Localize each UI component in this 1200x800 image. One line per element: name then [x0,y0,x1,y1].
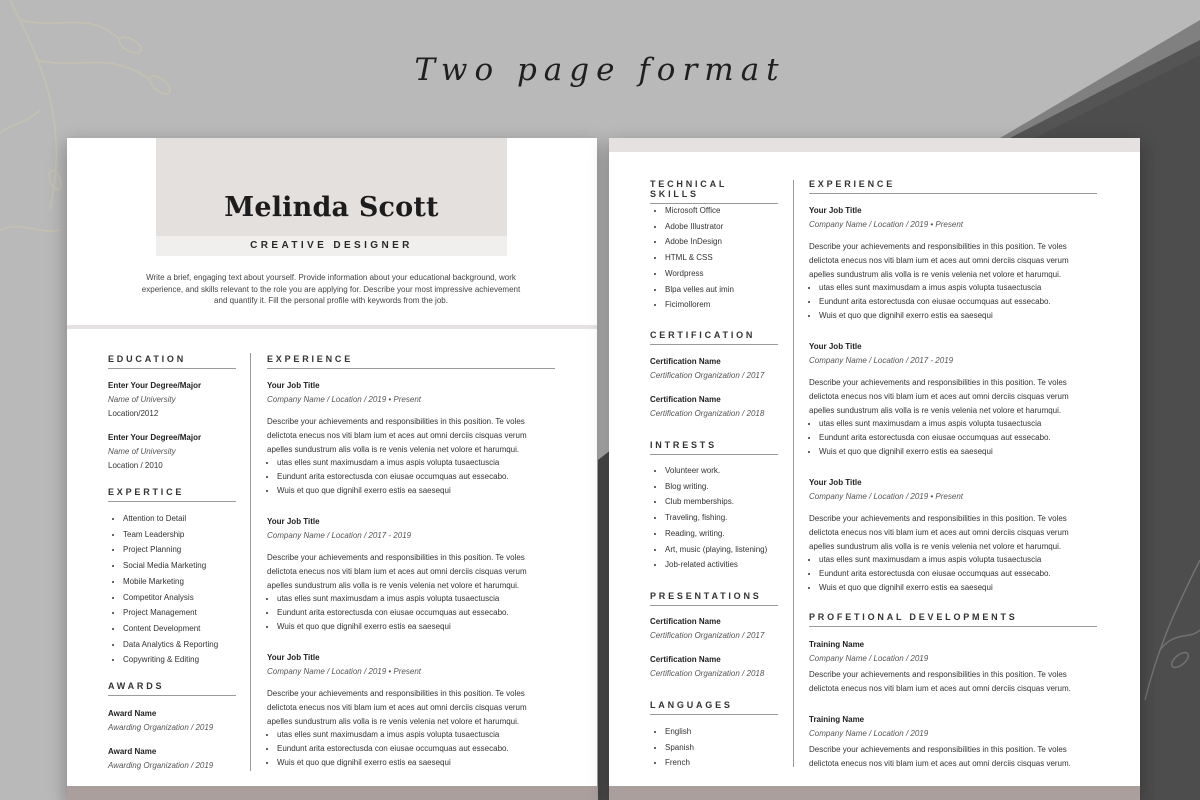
training-entry [809,638,1071,696]
desc-line: delictota enecus nos viti blam ium et aces aut omni derciis cisquas verum [267,566,527,576]
presentation-entry [650,653,764,681]
job-description [267,551,527,592]
bullet: • utas elles sunt maximusdam a imus aspis volupta tusaectuscia [819,553,1069,567]
award-entry [108,745,213,773]
list-item: • HTML & CSS [665,250,734,266]
job-entry [809,340,1069,459]
bullet: • Eundunt arita estorectusda con eiusae occumquas aut essecabo. [277,606,527,620]
desc-line: apelles sundustrum alis volla is re venis velenia net volore et harumqui. [267,444,520,454]
job-meta: Company Name / Location / 2019 • Present [267,394,421,404]
job-title: Your Job Title [809,342,862,351]
desc-line: delictota enecus nos viti blam ium et aces aut omni derciis cisquas verum. [809,758,1071,768]
bullet: • Eundunt arita estorectusda con eiusae occumquas aut essecabo. [277,742,527,756]
column-divider [793,180,794,767]
list-item: • Blog writing. [665,479,767,495]
training-description [809,668,1071,696]
list-item: • English [665,724,694,740]
experience-heading: EXPERIENCE [809,179,1097,194]
languages-heading: LANGUAGES [650,700,778,715]
certification-entry [650,355,764,383]
job-description [809,376,1069,417]
awards-heading: AWARDS [108,681,236,696]
award-name: Award Name [108,709,157,718]
job-description [809,240,1069,281]
degree: Enter Your Degree/Major [108,381,202,390]
job-meta: Company Name / Location / 2019 • Present [809,491,963,501]
job-bullets [809,553,1069,594]
bullet: • Wuis et quo que dignihil exerro estis ea saesequi [277,756,527,770]
job-description [267,415,527,456]
page-footer-band [67,786,597,800]
training-description [809,743,1071,771]
experience-heading: EXPERIENCE [267,354,555,369]
desc-line: delictota enecus nos viti blam ium et aces aut omni derciis cisquas verum [809,255,1069,265]
desc-line: apelles sundustrum alis volla is re venis velenia net volore et harumqui. [267,716,520,726]
bullet: • Wuis et quo que dignihil exerro estis ea saesequi [819,445,1069,459]
desc-line: apelles sundustrum alis volla is re venis velenia net volore et harumqui. [267,580,520,590]
job-bullets [809,281,1069,322]
header-divider [67,325,597,329]
list-item: • Data Analytics & Reporting [123,637,218,653]
job-entry [267,515,527,634]
list-item: • Content Development [123,621,218,637]
list-item: • Attention to Detail [123,511,218,527]
bullet: • Wuis et quo que dignihil exerro estis ea saesequi [819,581,1069,595]
bullet: • Eundunt arita estorectusda con eiusae occumquas aut essecabo. [819,295,1069,309]
resume-page-2 [609,138,1140,800]
technical-skills-heading: TECHNICAL SKILLS [650,179,778,204]
name-box [156,138,507,236]
desc-line: Describe your achievements and responsibilities in this position. Te voles [267,417,525,426]
certification-heading: CERTIFICATION [650,330,778,345]
list-item: • Traveling, fishing. [665,510,767,526]
cert-org: Certification Organization / 2018 [650,408,765,418]
bullet: • Wuis et quo que dignihil exerro estis ea saesequi [819,309,1069,323]
intrests-list [649,463,767,573]
profile-intro: Write a brief, engaging text about yourself. Provide information about your educational background, work experience, and skills relevant to the role you are applying for. Describe your most impressive achievement and quantify it. Fill the personal profile with keywords from the job. [141,273,521,305]
award-org: Awarding Organization / 2019 [108,760,214,770]
school: Name of University [108,394,176,404]
job-meta: Company Name / Location / 2017 - 2019 [267,530,412,540]
desc-line: Describe your achievements and responsibilities in this position. Te voles [267,689,525,698]
list-item: • Volunteer work. [665,463,767,479]
desc-line: apelles sundustrum alis volla is re venis velenia net volore et harumqui. [809,541,1062,551]
languages-list [649,724,694,771]
desc-line: delictota enecus nos viti blam ium et aces aut omni derciis cisquas verum. [809,683,1071,693]
award-entry [108,707,213,735]
list-item: • Wordpress [665,266,734,282]
bullet: • Eundunt arita estorectusda con eiusae occumquas aut essecabo. [819,567,1069,581]
list-item: • Ficimollorem [665,297,734,313]
presentation-org: Certification Organization / 2018 [650,668,765,678]
list-item: • Competitor Analysis [123,590,218,606]
location: Location / 2010 [108,460,163,470]
list-item: • Project Planning [123,542,218,558]
list-item: • Mobile Marketing [123,574,218,590]
list-item: • Blpa velles aut imin [665,282,734,298]
intrests-heading: INTRESTS [650,440,778,455]
list-item: • Project Management [123,605,218,621]
job-entry [809,204,1069,323]
bullet: • Eundunt arita estorectusda con eiusae occumquas aut essecabo. [819,431,1069,445]
cert-name: Certification Name [650,357,721,366]
list-item: • Team Leadership [123,527,218,543]
bullet: • Wuis et quo que dignihil exerro estis ea saesequi [277,484,527,498]
column-divider [250,353,251,771]
job-entry [267,651,527,770]
bullet: • Wuis et quo que dignihil exerro estis ea saesequi [277,620,527,634]
page-footer-band [609,786,1140,800]
job-bullets [809,417,1069,458]
training-title: Training Name [809,715,865,724]
bullet: • utas elles sunt maximusdam a imus aspis volupta tusaectuscia [277,592,527,606]
desc-line: Describe your achievements and responsibilities in this position. Te voles [809,242,1067,251]
list-item: • Club memberships. [665,494,767,510]
award-name: Award Name [108,747,157,756]
presentation-name: Certification Name [650,655,721,664]
presentation-name: Certification Name [650,617,721,626]
presentation-org: Certification Organization / 2017 [650,630,765,640]
school: Name of University [108,446,176,456]
job-bullets [267,592,527,633]
list-item: • French [665,755,694,771]
education-entry [108,431,201,472]
desc-line: apelles sundustrum alis volla is re venis velenia net volore et harumqui. [809,269,1062,279]
job-title: Your Job Title [267,653,320,662]
candidate-name: Melinda Scott [224,192,439,223]
job-meta: Company Name / Location / 2019 • Present [267,666,421,676]
desc-line: delictota enecus nos viti blam ium et aces aut omni derciis cisquas verum [809,391,1069,401]
job-title: Your Job Title [809,206,862,215]
page-top-band [609,138,1140,152]
location: Location/2012 [108,408,159,418]
bullet: • utas elles sunt maximusdam a imus aspis volupta tusaectuscia [277,456,527,470]
list-item: • Microsoft Office [665,203,734,219]
headline: Two page format [414,52,786,88]
expertice-list [107,511,218,668]
list-item: • Adobe Illustrator [665,219,734,235]
job-bullets [267,456,527,497]
bullet: • utas elles sunt maximusdam a imus aspis volupta tusaectuscia [819,281,1069,295]
technical-skills-list [649,203,734,313]
desc-line: Describe your achievements and responsibilities in this position. Te voles [809,378,1067,387]
desc-line: delictota enecus nos viti blam ium et aces aut omni derciis cisquas verum [267,702,527,712]
training-meta: Company Name / Location / 2019 [809,653,929,663]
presentation-entry [650,615,764,643]
bullet: • utas elles sunt maximusdam a imus aspis volupta tusaectuscia [277,728,527,742]
desc-line: Describe your achievements and responsibilities in this position. Te voles [809,745,1067,754]
award-org: Awarding Organization / 2019 [108,722,214,732]
job-meta: Company Name / Location / 2019 • Present [809,219,963,229]
list-item: • Job-related activities [665,557,767,573]
desc-line: Describe your achievements and responsibilities in this position. Te voles [809,670,1067,679]
desc-line: delictota enecus nos viti blam ium et aces aut omni derciis cisquas verum [809,527,1069,537]
list-item: • Reading, writing. [665,526,767,542]
bullet: • Eundunt arita estorectusda con eiusae occumquas aut essecabo. [277,470,527,484]
list-item: • Copywriting & Editing [123,652,218,668]
education-entry [108,379,201,420]
desc-line: delictota enecus nos viti blam ium et aces aut omni derciis cisquas verum [267,430,527,440]
cert-name: Certification Name [650,395,721,404]
desc-line: apelles sundustrum alis volla is re venis velenia net volore et harumqui. [809,405,1062,415]
list-item: • Art, music (playing, listening) [665,542,767,558]
prof-dev-heading: PROFETIONAL DEVELOPMENTS [809,612,1097,627]
job-title: Your Job Title [267,381,320,390]
job-entry [267,379,527,498]
bullet: • utas elles sunt maximusdam a imus aspis volupta tusaectuscia [819,417,1069,431]
job-title: Your Job Title [809,478,862,487]
job-description [267,687,527,728]
resume-page-1 [67,138,597,800]
cert-org: Certification Organization / 2017 [650,370,765,380]
list-item: • Adobe InDesign [665,234,734,250]
training-title: Training Name [809,640,865,649]
candidate-role: CREATIVE DESIGNER [156,236,507,256]
list-item: • Social Media Marketing [123,558,218,574]
job-title: Your Job Title [267,517,320,526]
expertice-heading: EXPERTICE [108,487,236,502]
job-bullets [267,728,527,769]
training-entry [809,713,1071,771]
desc-line: Describe your achievements and responsibilities in this position. Te voles [809,514,1067,523]
desc-line: Describe your achievements and responsibilities in this position. Te voles [267,553,525,562]
job-meta: Company Name / Location / 2017 - 2019 [809,355,954,365]
degree: Enter Your Degree/Major [108,433,202,442]
presentations-heading: PRESENTATIONS [650,591,778,606]
job-description [809,512,1069,553]
job-entry [809,476,1069,595]
certification-entry [650,393,764,421]
education-heading: EDUCATION [108,354,236,369]
training-meta: Company Name / Location / 2019 [809,728,929,738]
list-item: • Spanish [665,740,694,756]
